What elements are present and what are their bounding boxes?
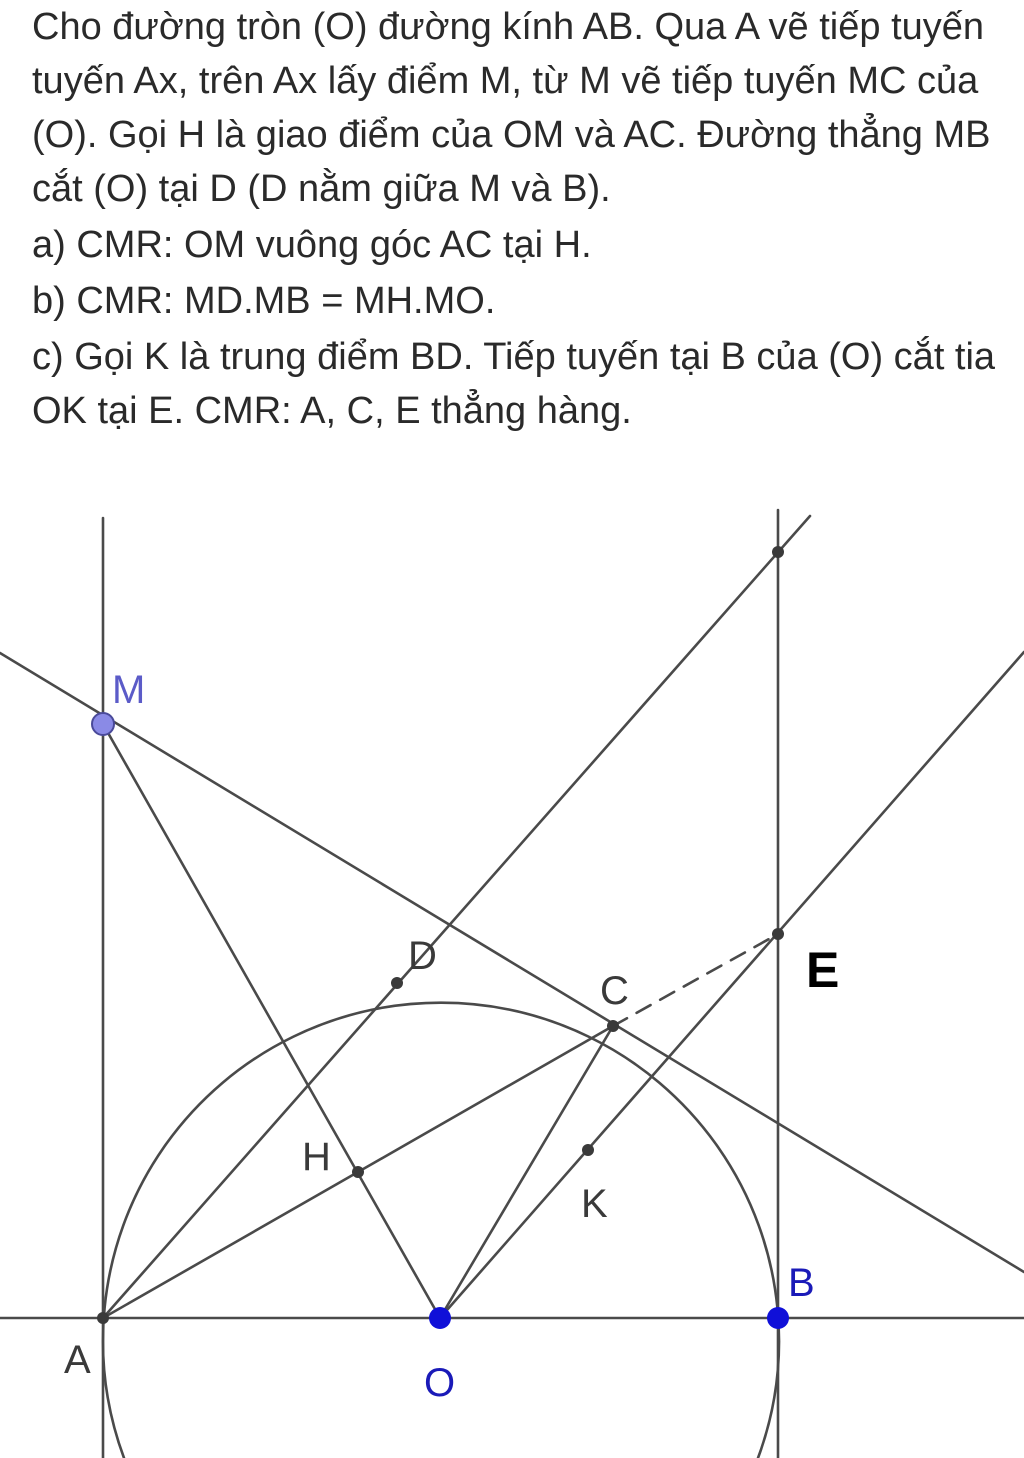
geometry-svg — [0, 500, 1024, 1458]
point-top — [772, 546, 784, 558]
part-c: c) Gọi K là trung điểm BD. Tiếp tuyến tại B của (O) cắt tia OK tại E. CMR: A, C, E thẳng hàng. — [32, 336, 996, 432]
label-d: D — [408, 934, 437, 978]
point-o — [429, 1307, 451, 1329]
problem-text — [32, 0, 1002, 438]
label-o: O — [424, 1361, 456, 1405]
point-k — [582, 1144, 594, 1156]
point-e — [772, 928, 784, 940]
label-h: H — [302, 1135, 331, 1179]
dashed-ce — [613, 934, 778, 1026]
point-h — [352, 1166, 364, 1178]
label-a: A — [64, 1338, 91, 1382]
label-e: E — [806, 942, 840, 998]
part-b: b) CMR: MD.MB = MH.MO. — [32, 280, 496, 322]
label-m: M — [112, 668, 146, 712]
line-ad — [103, 516, 810, 1318]
point-a — [97, 1312, 109, 1324]
part-a: a) CMR: OM vuông góc AC tại H. — [32, 224, 592, 266]
line-oc — [440, 1026, 613, 1318]
point-b — [767, 1307, 789, 1329]
label-c: C — [600, 969, 629, 1013]
point-m — [92, 713, 114, 735]
labels — [64, 668, 839, 1405]
label-k: K — [581, 1182, 608, 1226]
line-om — [103, 724, 440, 1318]
point-d — [391, 977, 403, 989]
line-mb — [0, 653, 1024, 1272]
geometry-figure — [0, 500, 1024, 1458]
point-c — [607, 1020, 619, 1032]
problem-statement: Cho đường tròn (O) đường kính AB. Qua A vẽ tiếp tuyến tuyến Ax, trên Ax lấy điểm M, từ M vẽ tiếp tuyến MC của (O). Gọi H là giao điểm của OM và AC. Đường thẳng MB cắt (O) tại D (D nằm giữa M và B). — [32, 6, 991, 210]
label-b: B — [788, 1261, 815, 1305]
